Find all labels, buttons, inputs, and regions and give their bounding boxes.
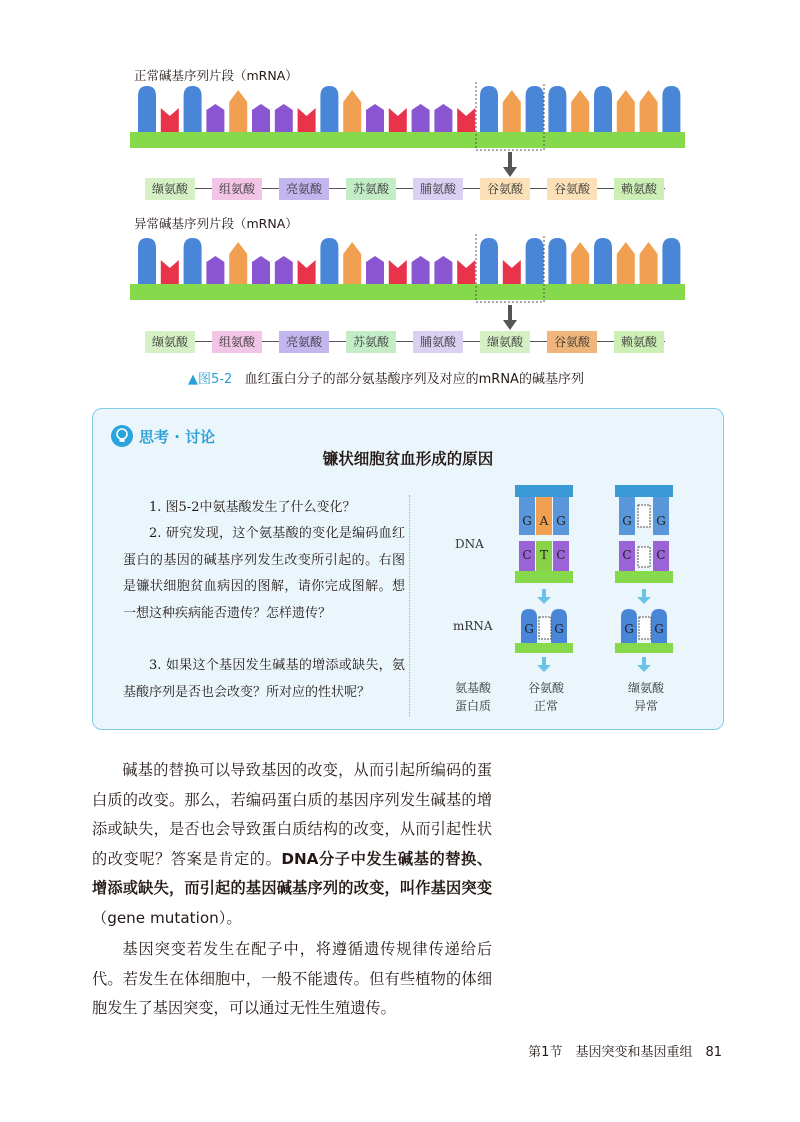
amino-acid-box: 缬氨酸 — [145, 331, 195, 353]
page-footer: 第1节 基因突变和基因重组 81 — [528, 1045, 722, 1060]
left-status: 正常 — [533, 699, 558, 713]
svg-text:G: G — [556, 514, 566, 528]
svg-text:G: G — [622, 514, 632, 528]
amino-acid-box: 赖氨酸 — [614, 331, 664, 353]
svg-text:G: G — [656, 514, 666, 528]
sickle-cell-diagram — [503, 485, 703, 685]
abnormal-amino-acid-row — [145, 331, 665, 353]
svg-text:A: A — [539, 514, 549, 528]
question-2: 2. 研究发现，这个氨基酸的变化是编码血红蛋白的基因的碱基序列发生改变所引起的。右图是镰状细胞贫血病因的图解，请你完成图解。想一想这种疾病能否遗传？怎样遗传？ — [123, 526, 405, 621]
left-amino-acid: 谷氨酸 — [527, 681, 564, 695]
svg-text:G: G — [524, 622, 534, 636]
arrow-down-icon — [500, 305, 520, 331]
normal-amino-acid-row — [145, 178, 665, 200]
svg-text:G: G — [522, 514, 532, 528]
normal-mrna-strand — [130, 82, 690, 152]
discussion-label: 思考 · 讨论 — [139, 427, 216, 446]
discussion-box — [92, 408, 724, 730]
dna-label: DNA — [455, 537, 484, 551]
amino-acid-box: 组氨酸 — [212, 178, 262, 200]
amino-acid-box: 谷氨酸 — [547, 331, 597, 353]
question-1: 1. 图5-2中氨基酸发生了什么变化？ — [149, 500, 356, 515]
amino-acid-box: 缬氨酸 — [145, 178, 195, 200]
discussion-heading: 镰状细胞贫血形成的原因 — [322, 450, 494, 468]
svg-text:G: G — [654, 622, 664, 636]
arrow-down-icon — [500, 152, 520, 178]
amino-acid-box: 谷氨酸 — [480, 178, 530, 200]
svg-text:G: G — [624, 622, 634, 636]
amino-acid-box: 脯氨酸 — [413, 331, 463, 353]
svg-text:T: T — [539, 548, 549, 562]
paragraph-2: 基因突变若发生在配子中，将遵循遗传规律传递给后代。若发生在体细胞中，一般不能遗传。但有些植物的体细胞发生了基因突变，可以通过无性生殖遗传。 — [92, 940, 492, 1017]
svg-text:C: C — [556, 548, 566, 562]
svg-text:C: C — [622, 548, 632, 562]
figure-caption: ▲图5-2 血红蛋白分子的部分氨基酸序列及对应的mRNA的碱基序列 — [188, 372, 584, 387]
amino-acid-box: 赖氨酸 — [614, 178, 664, 200]
amino-acid-box: 亮氨酸 — [279, 178, 329, 200]
amino-acid-box: 组氨酸 — [212, 331, 262, 353]
abnormal-mrna-strand — [130, 234, 690, 304]
paragraph-1: 碱基的替换可以导致基因的改变，从而引起所编码的蛋白质的改变。那么，若编码蛋白质的基因序列发生碱基的增添或缺失，是否也会导致蛋白质结构的改变，从而引起性状的改变呢？答案是肯定的。DNA分子中发生碱基的替换、增添或缺失，而引起的基因碱基序列的改变，叫作基因突变（gene mutation）。 — [92, 761, 493, 927]
amino-acid-box: 脯氨酸 — [413, 178, 463, 200]
divider — [409, 495, 410, 717]
svg-text:C: C — [656, 548, 666, 562]
discussion-title — [111, 425, 215, 447]
svg-text:C: C — [522, 548, 532, 562]
right-amino-acid: 缬氨酸 — [627, 681, 664, 695]
abnormal-sequence-title: 异常碱基序列片段（mRNA） — [134, 216, 298, 231]
body-text — [92, 756, 492, 1024]
amino-acid-box: 谷氨酸 — [547, 178, 597, 200]
amino-acid-box: 苏氨酸 — [346, 178, 396, 200]
svg-text:G: G — [554, 622, 564, 636]
amino-acid-box: 亮氨酸 — [279, 331, 329, 353]
lightbulb-icon — [111, 425, 133, 447]
amino-acid-label: 氨基酸 — [455, 681, 492, 695]
amino-acid-box: 苏氨酸 — [346, 331, 396, 353]
normal-sequence-title: 正常碱基序列片段（mRNA） — [134, 68, 298, 83]
protein-label: 蛋白质 — [455, 699, 492, 713]
question-3: 3. 如果这个基因发生碱基的增添或缺失，氨基酸序列是否也会改变？所对应的性状呢？ — [123, 658, 405, 700]
amino-acid-box: 缬氨酸 — [480, 331, 530, 353]
mrna-label: mRNA — [453, 619, 493, 633]
right-status: 异常 — [633, 699, 658, 713]
